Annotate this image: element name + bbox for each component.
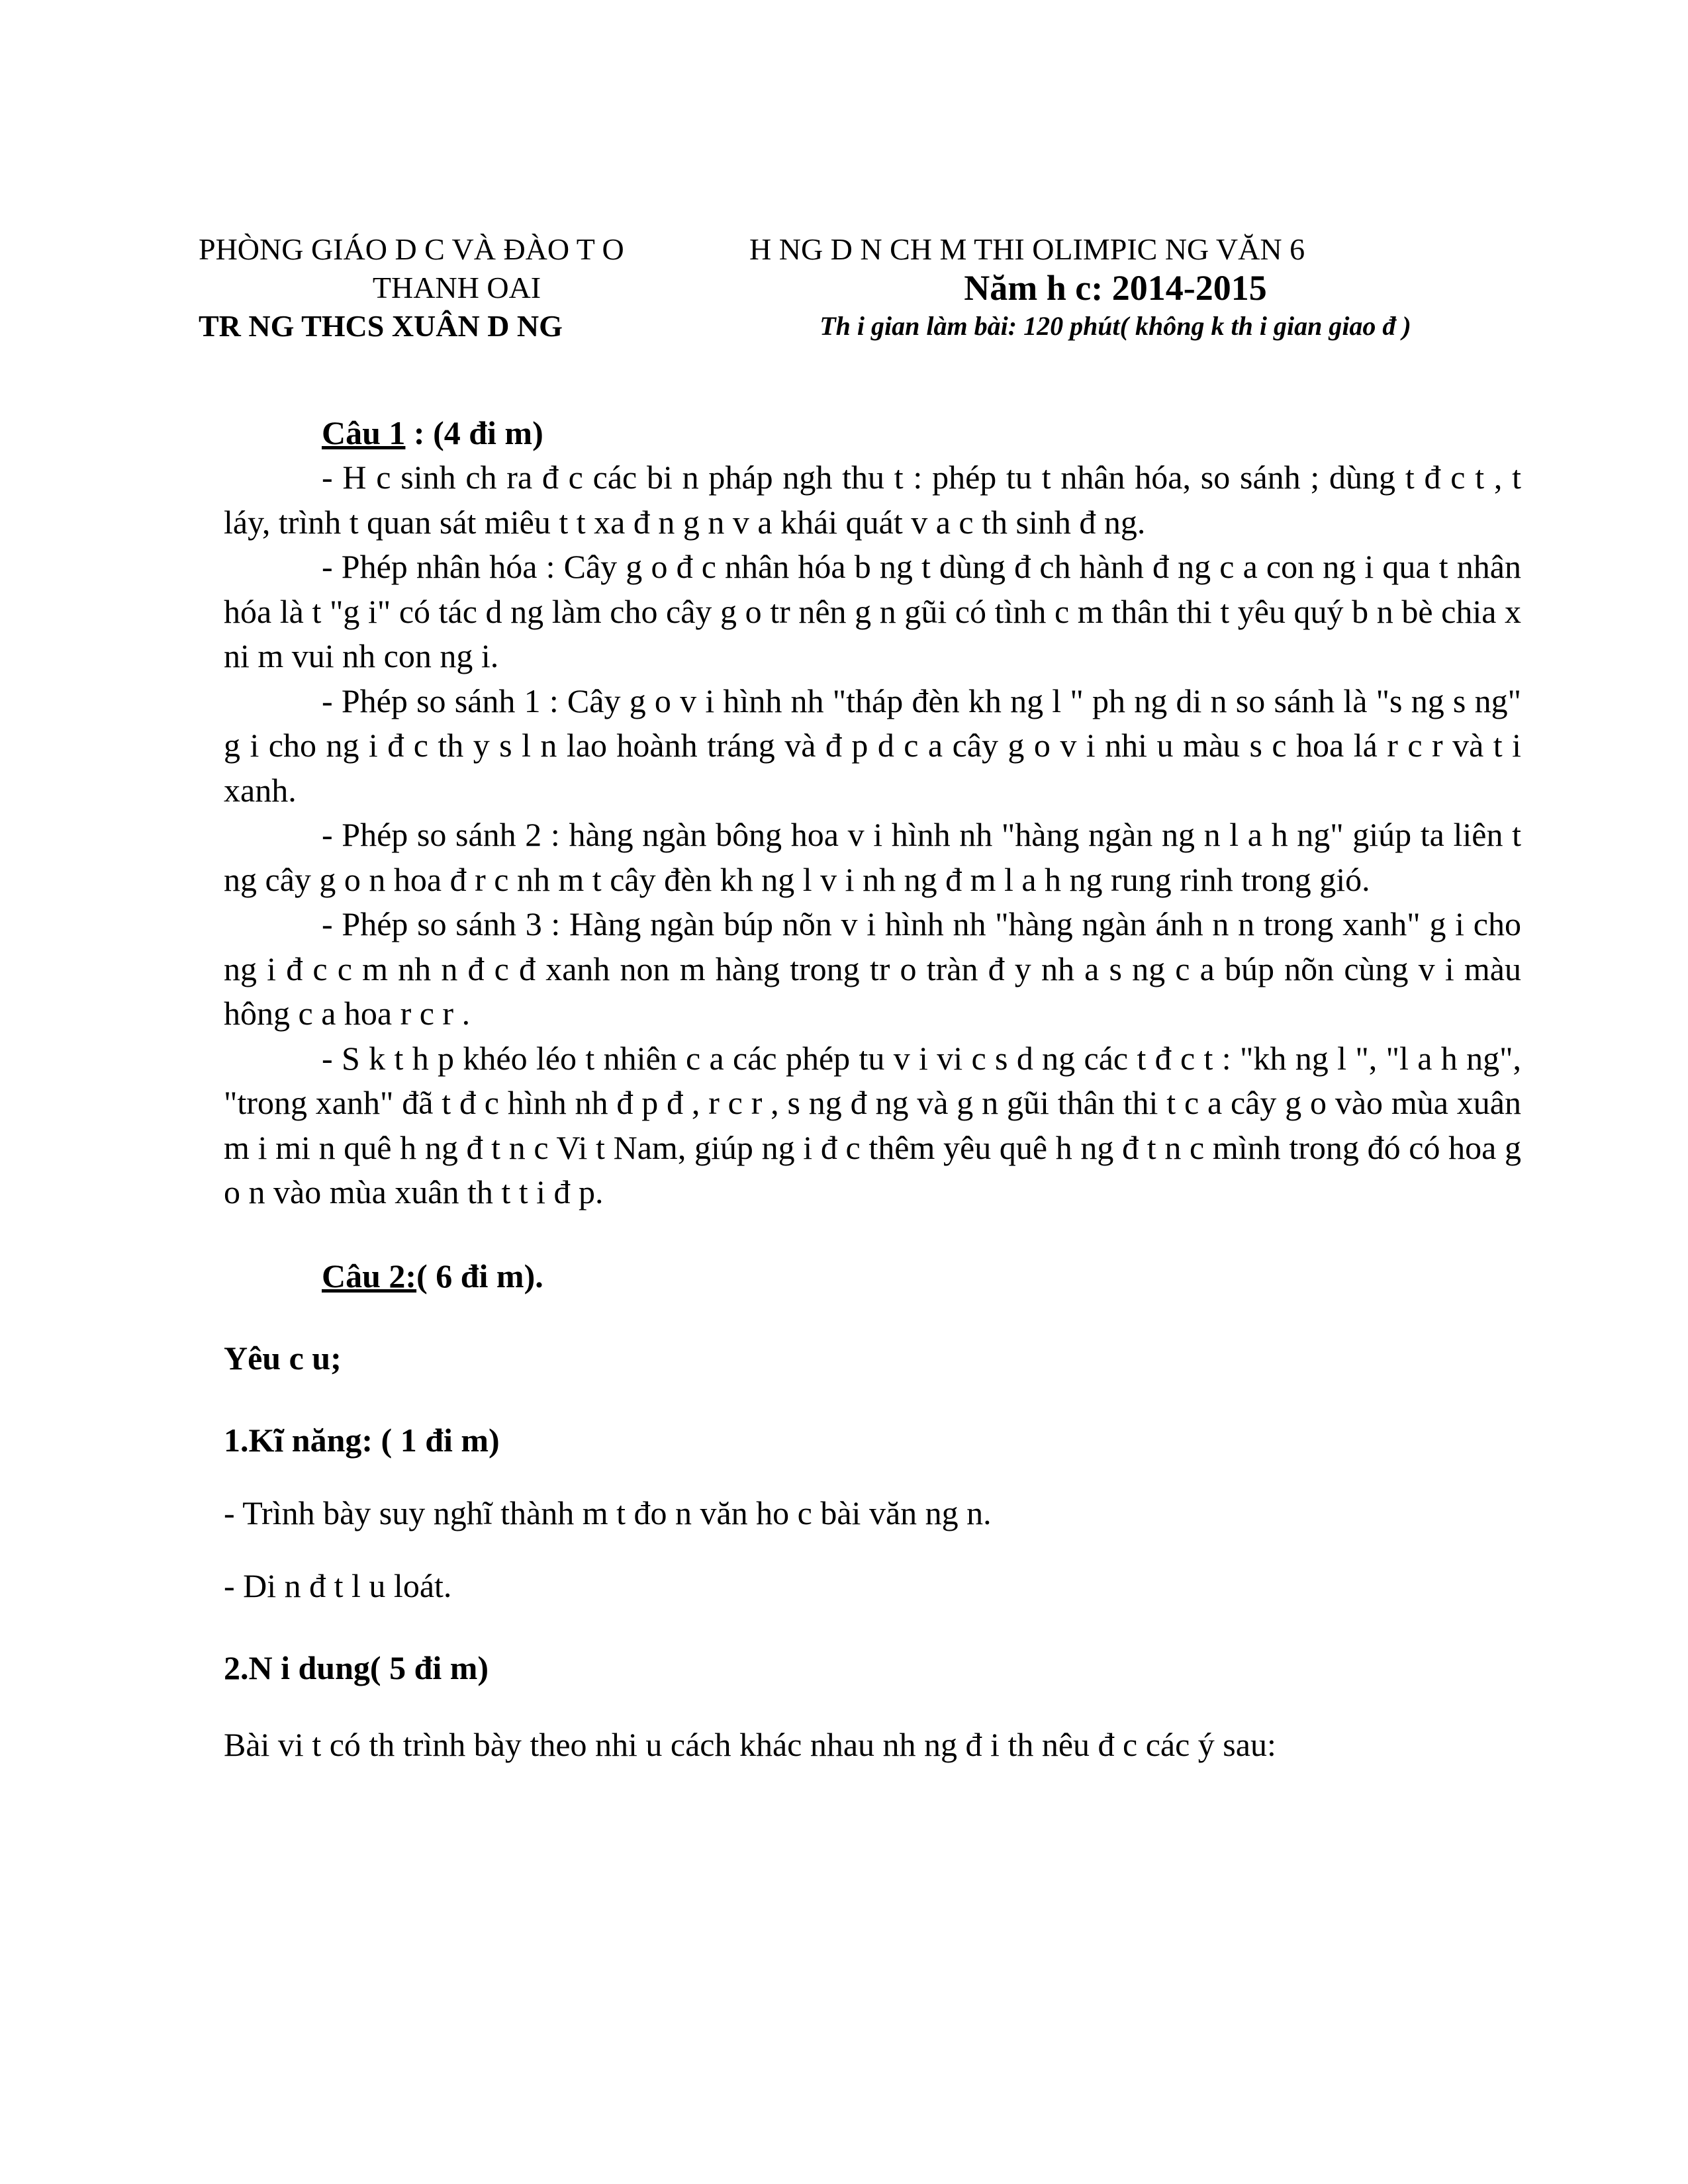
question-2-score: ( 6 đi m). [416,1257,543,1295]
school-name: TR NG THCS XUÂN D NG [199,309,563,343]
document-body [224,410,1521,1767]
question-1-score: : (4 đi m) [405,414,543,451]
skill-item: - Di n đ t l u loát. [224,1567,452,1604]
requirement-heading: Yêu c u; [224,1339,342,1377]
school-year: Năm h c: 2014-2015 [964,268,1267,308]
question-1-label: Câu 1 [322,414,406,451]
skill-heading: 1.Kĩ năng: ( 1 đi m) [224,1421,500,1459]
question-2-label: Câu 2: [322,1257,417,1295]
question-1-paragraph: - Phép so sánh 2 : hàng ngàn bông hoa v i hình nh "hàng ngàn ng n l a h ng" giúp ta liên t ng cây g o n hoa đ r c nh m t cây đèn kh ng l v i nh ng đ m l a h ng rung rinh trong gió. [224,816,1521,898]
question-1-title [322,410,1521,455]
question-1-paragraph: - S k t h p khéo léo t nhiên c a các phép tu v i vi c s d ng các t đ c t : "kh ng l ", "l a h ng", "trong xanh" đã t đ c hình nh đ p đ , r c r , s ng đ ng và g n gũi thân thi t c a cây g o vào mùa xuân m i mi n quê h ng đ t n c Vi t Nam, giúp ng i đ c thêm yêu quê h ng đ t n c mình trong đó có hoa g o n vào mùa xuân th t t i đ p. [224,1039,1521,1210]
district-name: THANH OAI [372,271,541,304]
skill-item: - Trình bày suy nghĩ thành m t đo n văn ho c bài văn ng n. [224,1494,992,1531]
question-1-paragraph: - Phép so sánh 3 : Hàng ngàn búp nõn v i hình nh "hàng ngàn ánh n n trong xanh" g i cho ng i đ c c m nh n đ c đ xanh non m hàng trong tr o tràn đ y nh a s ng c a búp nõn cùng v i màu hông c a hoa r c r . [224,905,1521,1032]
content-intro: Bài vi t có th trình bày theo nhi u cách khác nhau nh ng đ i th nêu đ c các ý sau: [224,1725,1276,1763]
content-heading: 2.N i dung( 5 đi m) [224,1649,489,1686]
department-name: PHÒNG GIÁO D C VÀ ĐÀO T O [199,232,624,266]
question-1-paragraph: - H c sinh ch ra đ c các bi n pháp ngh thu t : phép tu t nhân hóa, so sánh ; dùng t đ c t , t láy, trình t quan sát miêu t t xa đ n g n v a khái quát v a c th sinh đ ng. [224,459,1521,541]
document-title: H NG D N CH M THI OLIMPIC NG VĂN 6 [749,232,1305,266]
question-1-paragraph: - Phép nhân hóa : Cây g o đ c nhân hóa b ng t dùng đ ch hành đ ng c a con ng i qua t nhân hóa là t "g i" có tác d ng làm cho cây g o tr nên g n gũi có tình c m thân thi t yêu quý b n bè chia x ni m vui nh con ng i. [224,548,1521,674]
question-1-paragraph: - Phép so sánh 1 : Cây g o v i hình nh "tháp đèn kh ng l " ph ng di n so sánh là "s ng s ng" g i cho ng i đ c th y s l n lao hoành tráng và đ p d c a cây g o v i nhi u màu s c hoa lá r c r và t i xanh. [224,682,1521,809]
exam-duration: Th i gian làm bài: 120 phút( không k th i gian giao đ ) [820,311,1411,341]
question-2-title [322,1253,1521,1298]
school-header [199,230,715,345]
exam-header [722,230,1509,345]
